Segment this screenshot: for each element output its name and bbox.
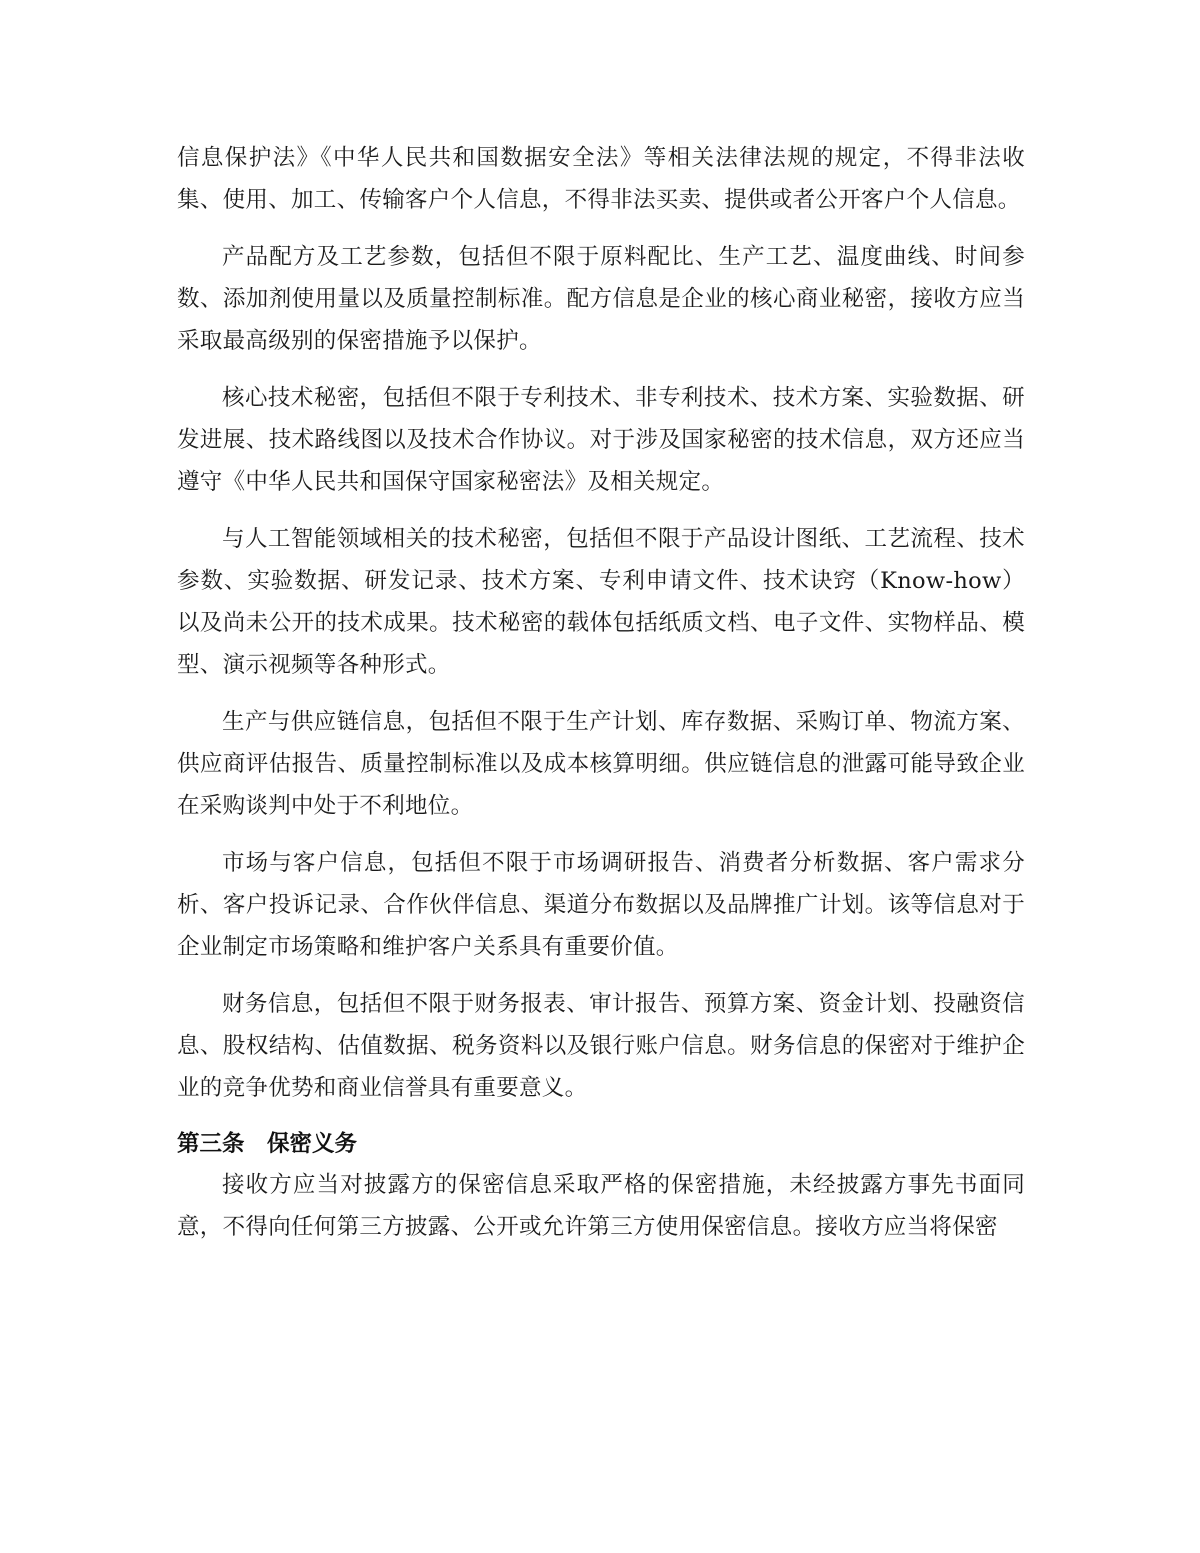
paragraph-financial: 财务信息，包括但不限于财务报表、审计报告、预算方案、资金计划、投融资信息、股权结构、估值数据、税务资料以及银行账户信息。财务信息的保密对于维护企业的竞争优势和商业信誉具有重要意义。 bbox=[177, 991, 1025, 1101]
document-body bbox=[177, 137, 1025, 1263]
paragraph-personal-info-continuation: 信息保护法》《中华人民共和国数据安全法》等相关法律法规的规定，不得非法收集、使用、加工、传输客户个人信息，不得非法买卖、提供或者公开客户个人信息。 bbox=[177, 145, 1025, 213]
paragraph-supply-chain: 生产与供应链信息，包括但不限于生产计划、库存数据、采购订单、物流方案、供应商评估报告、质量控制标准以及成本核算明细。供应链信息的泄露可能导致企业在采购谈判中处于不利地位。 bbox=[177, 709, 1025, 819]
paragraph-ai-technology: 与人工智能领域相关的技术秘密，包括但不限于产品设计图纸、工艺流程、技术参数、实验数据、研发记录、技术方案、专利申请文件、技术诀窍（Know-how）以及尚未公开的技术成果。技术秘密的载体包括纸质文档、电子文件、实物样品、模型、演示视频等各种形式。 bbox=[177, 526, 1025, 678]
paragraph-market-customer: 市场与客户信息，包括但不限于市场调研报告、消费者分析数据、客户需求分析、客户投诉记录、合作伙伴信息、渠道分布数据以及品牌推广计划。该等信息对于企业制定市场策略和维护客户关系具有重要价值。 bbox=[177, 850, 1025, 960]
paragraph-confidentiality-obligation: 接收方应当对披露方的保密信息采取严格的保密措施，未经披露方事先书面同意，不得向任何第三方披露、公开或允许第三方使用保密信息。接收方应当将保密 bbox=[177, 1172, 1025, 1240]
paragraph-core-technology: 核心技术秘密，包括但不限于专利技术、非专利技术、技术方案、实验数据、研发进展、技术路线图以及技术合作协议。对于涉及国家秘密的技术信息，双方还应当遵守《中华人民共和国保守国家秘密法》及相关规定。 bbox=[177, 385, 1025, 495]
paragraph-product-formula: 产品配方及工艺参数，包括但不限于原料配比、生产工艺、温度曲线、时间参数、添加剂使用量以及质量控制标准。配方信息是企业的核心商业秘密，接收方应当采取最高级别的保密措施予以保护。 bbox=[177, 244, 1025, 354]
section-heading-confidentiality-obligation: 第三条 保密义务 bbox=[177, 1131, 358, 1157]
